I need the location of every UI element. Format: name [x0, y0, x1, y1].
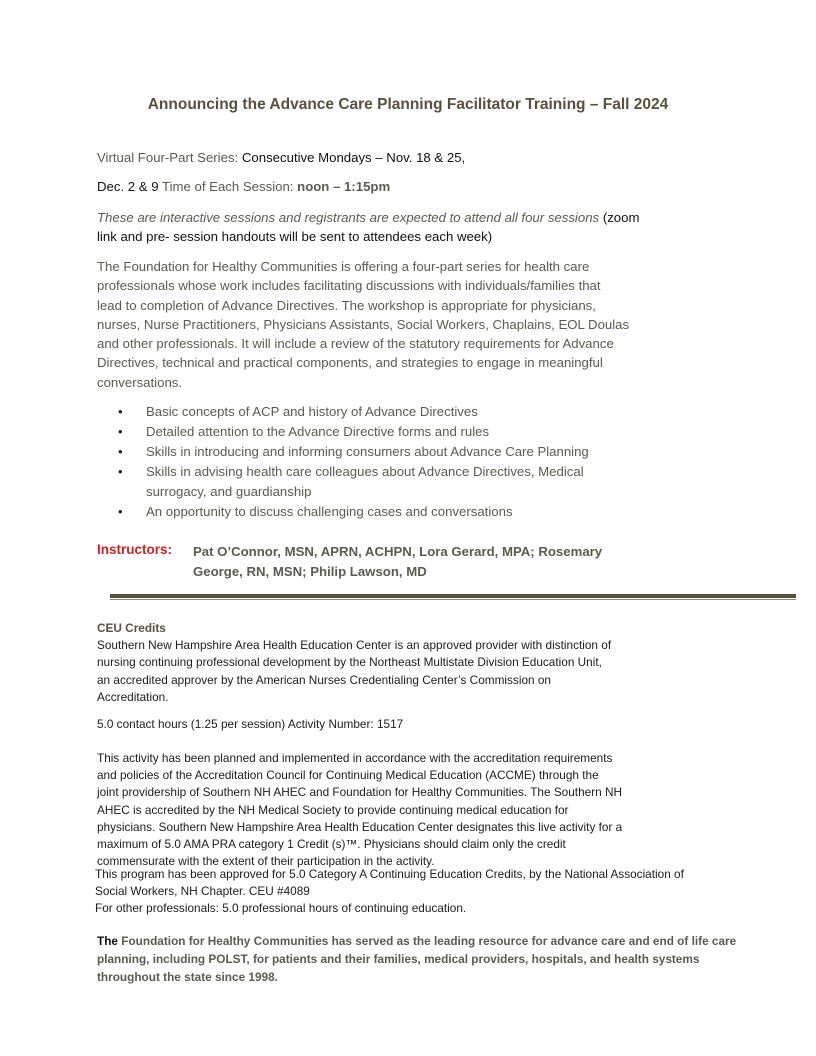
time-label: Time of Each Session:: [162, 179, 294, 194]
notice-plain-a: (zoom: [602, 210, 640, 225]
list-item: • Basic concepts of ACP and history of Advance Directives: [118, 402, 618, 422]
accme-line: physicians. Southern New Hampshire Area Health Education Center designates this live activity for a: [97, 819, 623, 834]
intro-line: The Foundation for Healthy Communities is offering a four-part series for health care: [97, 259, 590, 274]
instructors-label: Instructors:: [97, 542, 173, 557]
intro-line: professionals whose work includes facilitating discussions with individuals/families that: [97, 278, 601, 294]
list-item-line: • Skills in advising health care colleagues about Advance Directives, Medical: [146, 463, 584, 479]
accme-paragraph: [97, 750, 717, 870]
footer-line: Foundation for Healthy Communities has served as the leading resource for advance care and end of life care: [121, 934, 737, 948]
instructors-names: [193, 542, 613, 582]
instructors-line: George, RN, MSN; Philip Lawson, MD: [193, 564, 427, 579]
accme-line: and policies of the Accreditation Council for Continuing Medical Education (ACCME) through the: [97, 768, 599, 783]
series-line-2: [97, 177, 717, 196]
ceu-line: nursing continuing professional development by the Northeast Multistate Division Education Unit,: [97, 655, 602, 670]
series-line-1: [97, 148, 717, 167]
credits-line: This program has been approved for 5.0 Category A Continuing Education Credits, by the National Association of: [95, 867, 684, 881]
series-dates-b: Dec. 2 & 9: [97, 179, 159, 194]
accme-line: maximum of 5.0 AMA PRA category 1 Credit (s)™. Physicians should claim only the credit: [97, 837, 566, 852]
notice-plain-b: link and pre- session handouts will be sent to attendees each week): [97, 229, 493, 245]
notice-italic: These are interactive sessions and registrants are expected to attend all four sessions: [97, 210, 600, 225]
ceu-section: [97, 620, 717, 706]
list-item: [118, 462, 618, 502]
topics-list: [118, 402, 618, 521]
list-item: • Skills in introducing and informing consumers about Advance Care Planning: [118, 442, 618, 462]
foundation-statement: [97, 932, 737, 986]
social-work-credits: [95, 866, 775, 918]
instructors-line: Pat O’Connor, MSN, APRN, ACHPN, Lora Gerard, MPA; Rosemary: [193, 544, 603, 559]
intro-line: and other professionals. It will include a review of the statutory requirements for Advance: [97, 336, 614, 352]
series-label: Virtual Four-Part Series:: [97, 150, 239, 165]
intro-line: Directives, technical and practical components, and strategies to engage in meaningful: [97, 355, 603, 371]
list-item-line: surrogacy, and guardianship: [146, 483, 312, 499]
footer-line: throughout the state since 1998.: [97, 970, 278, 984]
ceu-heading: CEU Credits: [97, 621, 166, 635]
divider-thin: [110, 599, 796, 600]
credits-line: Social Workers, NH Chapter. CEU #4089: [95, 884, 310, 899]
divider: [110, 594, 796, 598]
accme-line: AHEC is accredited by the NH Medical Society to provide continuing medical education for: [97, 802, 569, 817]
accme-line: This activity has been planned and implemented in accordance with the accreditation requirements: [97, 751, 613, 765]
footer-line: planning, including POLST, for patients and their families, medical providers, hospitals, and health systems: [97, 952, 700, 966]
intro-line: nurses, Nurse Practitioners, Physicians Assistants, Social Workers, Chaplains, EOL Doulas: [97, 316, 630, 332]
intro-line: lead to completion of Advance Directives. The workshop is appropriate for physicians,: [97, 297, 596, 313]
attendance-notice: [97, 208, 657, 247]
list-item: • An opportunity to discuss challenging cases and conversations: [118, 502, 618, 522]
ceu-line: Southern New Hampshire Area Health Education Center is an approved provider with distinction of: [97, 638, 612, 653]
ceu-line: Accreditation.: [97, 689, 169, 704]
list-item: • Detailed attention to the Advance Directive forms and rules: [118, 422, 618, 442]
accme-line: commensurate with the extent of their participation in the activity.: [97, 854, 435, 869]
ceu-line: an accredited approver by the American Nurses Credentialing Center’s Commission on: [97, 672, 551, 687]
page-title: Announcing the Advance Care Planning Facilitator Training – Fall 2024: [147, 96, 669, 113]
intro-paragraph: [97, 257, 657, 392]
intro-line: conversations.: [97, 374, 183, 390]
accme-line: joint providership of Southern NH AHEC and Foundation for Healthy Communities. The Southern NH: [97, 785, 623, 800]
contact-hours: 5.0 contact hours (1.25 per session) Activity Number: 1517: [97, 717, 404, 731]
time-value: noon – 1:15pm: [297, 179, 391, 194]
series-dates-a: Consecutive Mondays – Nov. 18 & 25,: [241, 150, 466, 165]
footer-lead: The: [97, 934, 118, 948]
credits-line: For other professionals: 5.0 professional hours of continuing education.: [95, 901, 467, 916]
